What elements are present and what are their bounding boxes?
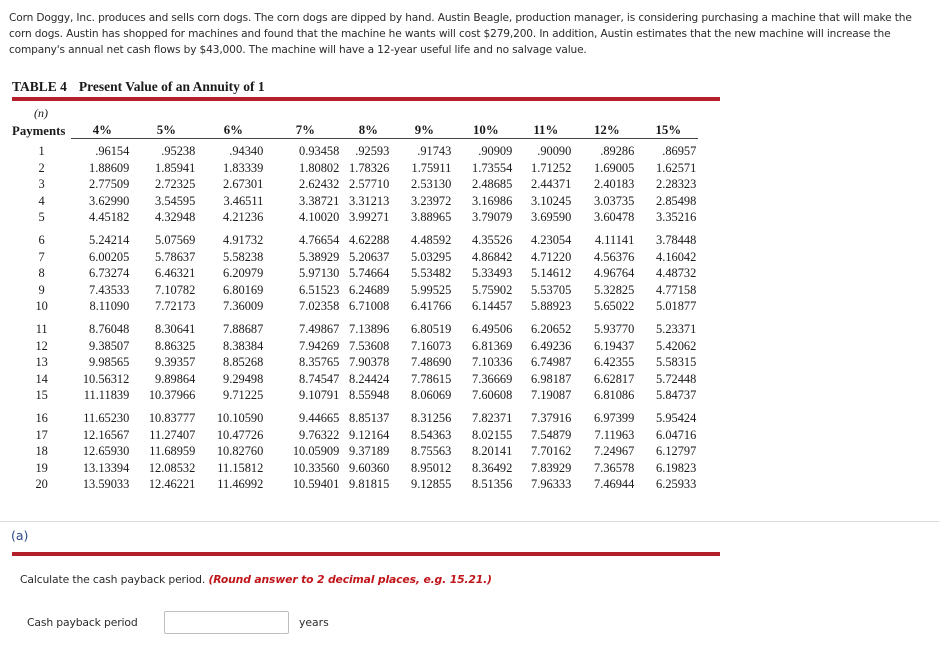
factor-cell: 9.29498 bbox=[223, 371, 264, 386]
factor-cell: 6.20979 bbox=[223, 266, 264, 281]
factor-cell: 12.08532 bbox=[148, 460, 196, 475]
factor-cell: 10.05909 bbox=[292, 444, 340, 459]
factor-cell: 7.82371 bbox=[472, 410, 513, 425]
factor-cell: 1.73554 bbox=[472, 160, 513, 175]
rate-header: 11% bbox=[516, 119, 575, 139]
factor-cell: .92593 bbox=[355, 144, 390, 158]
factor-cell: 7.10336 bbox=[472, 355, 513, 370]
factor-cell: 5.24214 bbox=[89, 232, 130, 247]
factor-cell: 6.25933 bbox=[656, 477, 697, 492]
factor-cell: 2.28323 bbox=[656, 177, 697, 192]
factor-cell: 13.59033 bbox=[82, 477, 130, 492]
factor-cell: 7.49867 bbox=[299, 321, 340, 336]
factor-cell: 4.86842 bbox=[472, 249, 513, 264]
factor-cell: 10.82760 bbox=[216, 444, 264, 459]
factor-cell: 6.46321 bbox=[155, 266, 196, 281]
factor-cell: 11.65230 bbox=[83, 410, 130, 425]
factor-cell: 7.10782 bbox=[155, 282, 196, 297]
factor-cell: 9.44665 bbox=[299, 410, 340, 425]
factor-cell: 8.85137 bbox=[349, 410, 390, 425]
table-row bbox=[12, 226, 698, 249]
factor-cell: 3.78448 bbox=[656, 232, 697, 247]
table-title bbox=[12, 78, 722, 95]
factor-cell: 3.31213 bbox=[349, 193, 390, 208]
factor-cell: 5.75902 bbox=[472, 282, 513, 297]
factor-cell: 6.24689 bbox=[349, 282, 390, 297]
factor-cell: 5.97130 bbox=[299, 266, 340, 281]
factor-cell: 2.53130 bbox=[411, 177, 452, 192]
question-text bbox=[20, 573, 492, 586]
factor-cell: 3.23972 bbox=[411, 193, 452, 208]
rate-header: 5% bbox=[133, 119, 199, 139]
unit-label: years bbox=[299, 616, 329, 629]
factor-cell: 6.81369 bbox=[472, 338, 513, 353]
factor-cell: 13.13394 bbox=[82, 460, 130, 475]
factor-cell: 9.71225 bbox=[223, 388, 264, 403]
factor-cell: 3.38721 bbox=[299, 193, 340, 208]
period-cell: 16 bbox=[35, 410, 48, 425]
factor-cell: 7.36669 bbox=[472, 371, 513, 386]
factor-cell: 5.99525 bbox=[411, 282, 452, 297]
factor-cell: 6.81086 bbox=[594, 388, 635, 403]
table-row bbox=[12, 160, 698, 177]
factor-cell: 11.68959 bbox=[149, 444, 196, 459]
factor-cell: 8.36492 bbox=[472, 460, 513, 475]
factor-cell: .90090 bbox=[537, 144, 572, 158]
factor-cell: 6.73274 bbox=[89, 266, 130, 281]
factor-cell: 6.04716 bbox=[656, 427, 697, 442]
rate-header: 10% bbox=[455, 119, 516, 139]
factor-cell: 3.99271 bbox=[349, 210, 390, 225]
factor-cell: 7.90378 bbox=[349, 355, 390, 370]
factor-cell: 10.59401 bbox=[292, 477, 340, 492]
factor-cell: 8.20141 bbox=[472, 444, 513, 459]
factor-cell: 8.74547 bbox=[299, 371, 340, 386]
factor-cell: 5.23371 bbox=[656, 321, 697, 336]
annuity-table-section bbox=[12, 78, 722, 492]
rate-header: 9% bbox=[393, 119, 455, 139]
factor-cell: 3.69590 bbox=[531, 210, 572, 225]
factor-cell: 9.38507 bbox=[89, 338, 130, 353]
factor-cell: 11.15812 bbox=[217, 460, 264, 475]
factor-cell: 5.84737 bbox=[656, 388, 697, 403]
factor-cell: 7.54879 bbox=[531, 427, 572, 442]
period-cell: 4 bbox=[38, 193, 45, 208]
factor-cell: 5.78637 bbox=[155, 249, 196, 264]
factor-cell: 7.37916 bbox=[531, 410, 572, 425]
part-label: (a) bbox=[11, 528, 29, 543]
factor-cell: 6.98187 bbox=[531, 371, 572, 386]
factor-cell: 2.72325 bbox=[155, 177, 196, 192]
factor-cell: .86957 bbox=[662, 144, 697, 158]
factor-cell: 8.24424 bbox=[349, 371, 390, 386]
present-value-table bbox=[12, 119, 698, 493]
factor-cell: 8.76048 bbox=[89, 321, 130, 336]
factor-cell: 12.16567 bbox=[82, 427, 130, 442]
factor-cell: 9.60360 bbox=[349, 460, 390, 475]
period-cell: 10 bbox=[35, 299, 48, 314]
period-cell: 3 bbox=[38, 177, 45, 192]
factor-cell: 5.95424 bbox=[656, 410, 697, 425]
factor-cell: 10.56312 bbox=[82, 371, 130, 386]
factor-cell: 8.31256 bbox=[411, 410, 452, 425]
factor-cell: 4.48732 bbox=[656, 266, 697, 281]
table-row bbox=[12, 315, 698, 338]
factor-cell: 3.46511 bbox=[223, 193, 264, 208]
period-cell: 15 bbox=[35, 388, 48, 403]
factor-cell: 10.37966 bbox=[148, 388, 196, 403]
table-row bbox=[12, 427, 698, 444]
factor-cell: 4.96764 bbox=[594, 266, 635, 281]
factor-cell: 5.53705 bbox=[531, 282, 572, 297]
factor-cell: 3.54595 bbox=[155, 193, 196, 208]
factor-cell: 1.85941 bbox=[155, 160, 196, 175]
factor-cell: 1.83339 bbox=[223, 160, 264, 175]
factor-cell: 2.67301 bbox=[223, 177, 264, 192]
factor-cell: 0.93458 bbox=[299, 144, 340, 158]
period-cell: 19 bbox=[35, 460, 48, 475]
factor-cell: 9.12855 bbox=[411, 477, 452, 492]
factor-cell: 3.60478 bbox=[594, 210, 635, 225]
factor-cell: 5.03295 bbox=[411, 249, 452, 264]
factor-cell: 3.79079 bbox=[472, 210, 513, 225]
factor-cell: 8.38384 bbox=[223, 338, 264, 353]
n-label: (n) bbox=[34, 106, 48, 120]
factor-cell: 3.03735 bbox=[594, 193, 635, 208]
factor-cell: 11.11839 bbox=[83, 388, 130, 403]
table-row bbox=[12, 338, 698, 355]
factor-cell: 6.41766 bbox=[411, 299, 452, 314]
factor-cell: 5.53482 bbox=[411, 266, 452, 281]
factor-cell: 1.69005 bbox=[594, 160, 635, 175]
factor-cell: 1.80802 bbox=[299, 160, 340, 175]
factor-cell: .95238 bbox=[161, 144, 196, 158]
factor-cell: 5.01877 bbox=[656, 299, 697, 314]
factor-cell: 6.42355 bbox=[594, 355, 635, 370]
rate-header: 6% bbox=[199, 119, 267, 139]
factor-cell: 3.35216 bbox=[656, 210, 697, 225]
factor-cell: 8.51356 bbox=[472, 477, 513, 492]
factor-cell: 9.98565 bbox=[89, 355, 130, 370]
table-row bbox=[12, 139, 698, 160]
period-cell: 9 bbox=[38, 282, 45, 297]
factor-cell: 9.37189 bbox=[349, 444, 390, 459]
factor-cell: 3.88965 bbox=[411, 210, 452, 225]
period-cell: 20 bbox=[35, 477, 48, 492]
factor-cell: 7.11963 bbox=[594, 427, 635, 442]
factor-cell: .90909 bbox=[478, 144, 513, 158]
payments-header: Payments bbox=[12, 123, 66, 138]
factor-cell: 6.71008 bbox=[349, 299, 390, 314]
factor-cell: 7.78615 bbox=[411, 371, 452, 386]
table-row bbox=[12, 476, 698, 493]
factor-cell: 1.75911 bbox=[411, 160, 452, 175]
factor-cell: 8.85268 bbox=[223, 355, 264, 370]
factor-cell: 4.23054 bbox=[531, 232, 572, 247]
rate-header: 12% bbox=[575, 119, 638, 139]
table-row bbox=[12, 387, 698, 404]
period-cell: 8 bbox=[38, 266, 45, 281]
factor-cell: 7.83929 bbox=[531, 460, 572, 475]
factor-cell: 7.43533 bbox=[89, 282, 130, 297]
factor-cell: 5.58315 bbox=[656, 355, 697, 370]
factor-cell: 7.53608 bbox=[349, 338, 390, 353]
factor-cell: 7.02358 bbox=[299, 299, 340, 314]
factor-cell: .94340 bbox=[229, 144, 264, 158]
factor-cell: 10.10590 bbox=[216, 410, 264, 425]
factor-cell: 2.44371 bbox=[531, 177, 572, 192]
factor-cell: 7.88687 bbox=[223, 321, 264, 336]
factor-cell: 9.89864 bbox=[155, 371, 196, 386]
factor-cell: 10.83777 bbox=[148, 410, 196, 425]
factor-cell: 6.00205 bbox=[89, 249, 130, 264]
period-cell: 14 bbox=[35, 371, 48, 386]
factor-cell: .89286 bbox=[600, 144, 635, 158]
factor-cell: 6.80519 bbox=[411, 321, 452, 336]
factor-cell: 6.97399 bbox=[594, 410, 635, 425]
factor-cell: 7.72173 bbox=[155, 299, 196, 314]
factor-cell: 1.88609 bbox=[89, 160, 130, 175]
factor-cell: 8.55948 bbox=[349, 388, 390, 403]
table-row bbox=[12, 460, 698, 477]
factor-cell: 5.32825 bbox=[594, 282, 635, 297]
factor-cell: 5.14612 bbox=[531, 266, 572, 281]
factor-cell: 2.77509 bbox=[89, 177, 130, 192]
table-header-row bbox=[12, 119, 698, 139]
factor-cell: 9.39357 bbox=[155, 355, 196, 370]
factor-cell: 9.10791 bbox=[299, 388, 340, 403]
period-cell: 5 bbox=[38, 210, 45, 225]
rate-header: 8% bbox=[343, 119, 393, 139]
table-row bbox=[12, 209, 698, 226]
factor-cell: 6.12797 bbox=[656, 444, 697, 459]
factor-cell: 4.76654 bbox=[299, 232, 340, 247]
factor-cell: .96154 bbox=[95, 144, 130, 158]
factor-cell: 8.06069 bbox=[411, 388, 452, 403]
factor-cell: 3.16986 bbox=[472, 193, 513, 208]
table-row bbox=[12, 298, 698, 315]
factor-cell: 8.02155 bbox=[472, 427, 513, 442]
factor-cell: 10.47726 bbox=[216, 427, 264, 442]
factor-cell: 4.11141 bbox=[594, 232, 635, 247]
factor-cell: 5.72448 bbox=[656, 371, 697, 386]
rate-header: 15% bbox=[638, 119, 698, 139]
answer-label: Cash payback period bbox=[27, 616, 138, 629]
factor-cell: 4.45182 bbox=[89, 210, 130, 225]
factor-cell: 5.93770 bbox=[594, 321, 635, 336]
factor-cell: 6.74987 bbox=[531, 355, 572, 370]
period-cell: 18 bbox=[35, 444, 48, 459]
factor-cell: 7.36009 bbox=[223, 299, 264, 314]
factor-cell: 7.96333 bbox=[531, 477, 572, 492]
factor-cell: 4.71220 bbox=[531, 249, 572, 264]
factor-cell: 2.48685 bbox=[472, 177, 513, 192]
factor-cell: 7.36578 bbox=[594, 460, 635, 475]
table-top-rule bbox=[12, 97, 720, 101]
factor-cell: 2.62432 bbox=[299, 177, 340, 192]
factor-cell: 6.14457 bbox=[472, 299, 513, 314]
factor-cell: 5.20637 bbox=[349, 249, 390, 264]
table-row bbox=[12, 193, 698, 210]
period-cell: 13 bbox=[35, 355, 48, 370]
factor-cell: 5.88923 bbox=[531, 299, 572, 314]
factor-cell: 5.42062 bbox=[656, 338, 697, 353]
factor-cell: 5.74664 bbox=[349, 266, 390, 281]
table-row bbox=[12, 354, 698, 371]
factor-cell: 5.07569 bbox=[155, 232, 196, 247]
factor-cell: 7.19087 bbox=[531, 388, 572, 403]
period-cell: 17 bbox=[35, 427, 48, 442]
factor-cell: 4.91732 bbox=[223, 232, 264, 247]
question-prompt: Calculate the cash payback period. bbox=[20, 573, 206, 586]
period-cell: 12 bbox=[35, 338, 48, 353]
factor-cell: 4.21236 bbox=[223, 210, 264, 225]
period-cell: 11 bbox=[35, 321, 48, 336]
factor-cell: 2.85498 bbox=[656, 193, 697, 208]
table-row bbox=[12, 371, 698, 388]
factor-cell: 8.11090 bbox=[89, 299, 130, 314]
factor-cell: 1.62571 bbox=[656, 160, 697, 175]
factor-cell: 4.56376 bbox=[594, 249, 635, 264]
factor-cell: 7.70162 bbox=[531, 444, 572, 459]
factor-cell: 3.10245 bbox=[531, 193, 572, 208]
table-row bbox=[12, 282, 698, 299]
factor-cell: 1.71252 bbox=[531, 160, 572, 175]
factor-cell: 7.60608 bbox=[472, 388, 513, 403]
factor-cell: 4.32948 bbox=[155, 210, 196, 225]
factor-cell: 2.57710 bbox=[349, 177, 390, 192]
factor-cell: 6.62817 bbox=[594, 371, 635, 386]
rate-header: 7% bbox=[267, 119, 343, 139]
table-row bbox=[12, 404, 698, 427]
table-row bbox=[12, 443, 698, 460]
table-row bbox=[12, 176, 698, 193]
factor-cell: 3.62990 bbox=[89, 193, 130, 208]
factor-cell: 6.20652 bbox=[531, 321, 572, 336]
factor-cell: 8.95012 bbox=[411, 460, 452, 475]
cash-payback-input[interactable] bbox=[164, 611, 289, 634]
factor-cell: 4.35526 bbox=[472, 232, 513, 247]
factor-cell: 5.65022 bbox=[594, 299, 635, 314]
period-cell: 7 bbox=[38, 249, 45, 264]
factor-cell: 6.19437 bbox=[594, 338, 635, 353]
factor-cell: 12.46221 bbox=[148, 477, 196, 492]
table-row bbox=[12, 249, 698, 266]
factor-cell: 9.76322 bbox=[299, 427, 340, 442]
factor-cell: 11.27407 bbox=[149, 427, 196, 442]
factor-cell: 5.33493 bbox=[472, 266, 513, 281]
factor-cell: 5.38929 bbox=[299, 249, 340, 264]
factor-cell: 6.51523 bbox=[299, 282, 340, 297]
problem-statement: Corn Doggy, Inc. produces and sells corn dogs. The corn dogs are dipped by hand. Austin Beagle, production manager, is considering purchasing a machine that will make the corn dogs. Austin has shopped for machines and found that the machine he wants will cost $279,200. In addition, Austin estimates that the new machine will increase the company's annual net cash flows by $43,000. The machine will have a 12-year useful life and no salvage value. bbox=[9, 12, 912, 56]
factor-cell: 9.12164 bbox=[349, 427, 390, 442]
factor-cell: .91743 bbox=[417, 144, 452, 158]
period-cell: 1 bbox=[38, 143, 45, 158]
factor-cell: 7.13896 bbox=[349, 321, 390, 336]
factor-cell: 7.24967 bbox=[594, 444, 635, 459]
factor-cell: 4.10020 bbox=[299, 210, 340, 225]
factor-cell: 4.77158 bbox=[656, 282, 697, 297]
factor-cell: 7.46944 bbox=[594, 477, 635, 492]
period-cell: 2 bbox=[38, 160, 45, 175]
period-cell: 6 bbox=[38, 232, 45, 247]
factor-cell: 6.49236 bbox=[531, 338, 572, 353]
factor-cell: 9.81815 bbox=[349, 477, 390, 492]
factor-cell: 1.78326 bbox=[349, 160, 390, 175]
factor-cell: 8.75563 bbox=[411, 444, 452, 459]
factor-cell: 7.48690 bbox=[411, 355, 452, 370]
factor-cell: 4.16042 bbox=[656, 249, 697, 264]
factor-cell: 8.86325 bbox=[155, 338, 196, 353]
factor-cell: 6.19823 bbox=[656, 460, 697, 475]
table-title-text: Present Value of an Annuity of 1 bbox=[78, 79, 265, 94]
factor-cell: 8.30641 bbox=[155, 321, 196, 336]
factor-cell: 7.16073 bbox=[411, 338, 452, 353]
factor-cell: 8.54363 bbox=[411, 427, 452, 442]
factor-cell: 10.33560 bbox=[292, 460, 340, 475]
factor-cell: 8.35765 bbox=[299, 355, 340, 370]
rate-header: 4% bbox=[71, 119, 133, 139]
factor-cell: 4.62288 bbox=[349, 232, 390, 247]
table-number: TABLE 4 bbox=[12, 79, 67, 94]
factor-cell: 4.48592 bbox=[411, 232, 452, 247]
factor-cell: 6.80169 bbox=[223, 282, 264, 297]
factor-cell: 5.58238 bbox=[223, 249, 264, 264]
factor-cell: 2.40183 bbox=[594, 177, 635, 192]
factor-cell: 12.65930 bbox=[82, 444, 130, 459]
factor-cell: 11.46992 bbox=[217, 477, 264, 492]
rounding-hint: (Round answer to 2 decimal places, e.g. 15.21.) bbox=[208, 573, 492, 586]
factor-cell: 7.94269 bbox=[299, 338, 340, 353]
factor-cell: 6.49506 bbox=[472, 321, 513, 336]
table-row bbox=[12, 265, 698, 282]
